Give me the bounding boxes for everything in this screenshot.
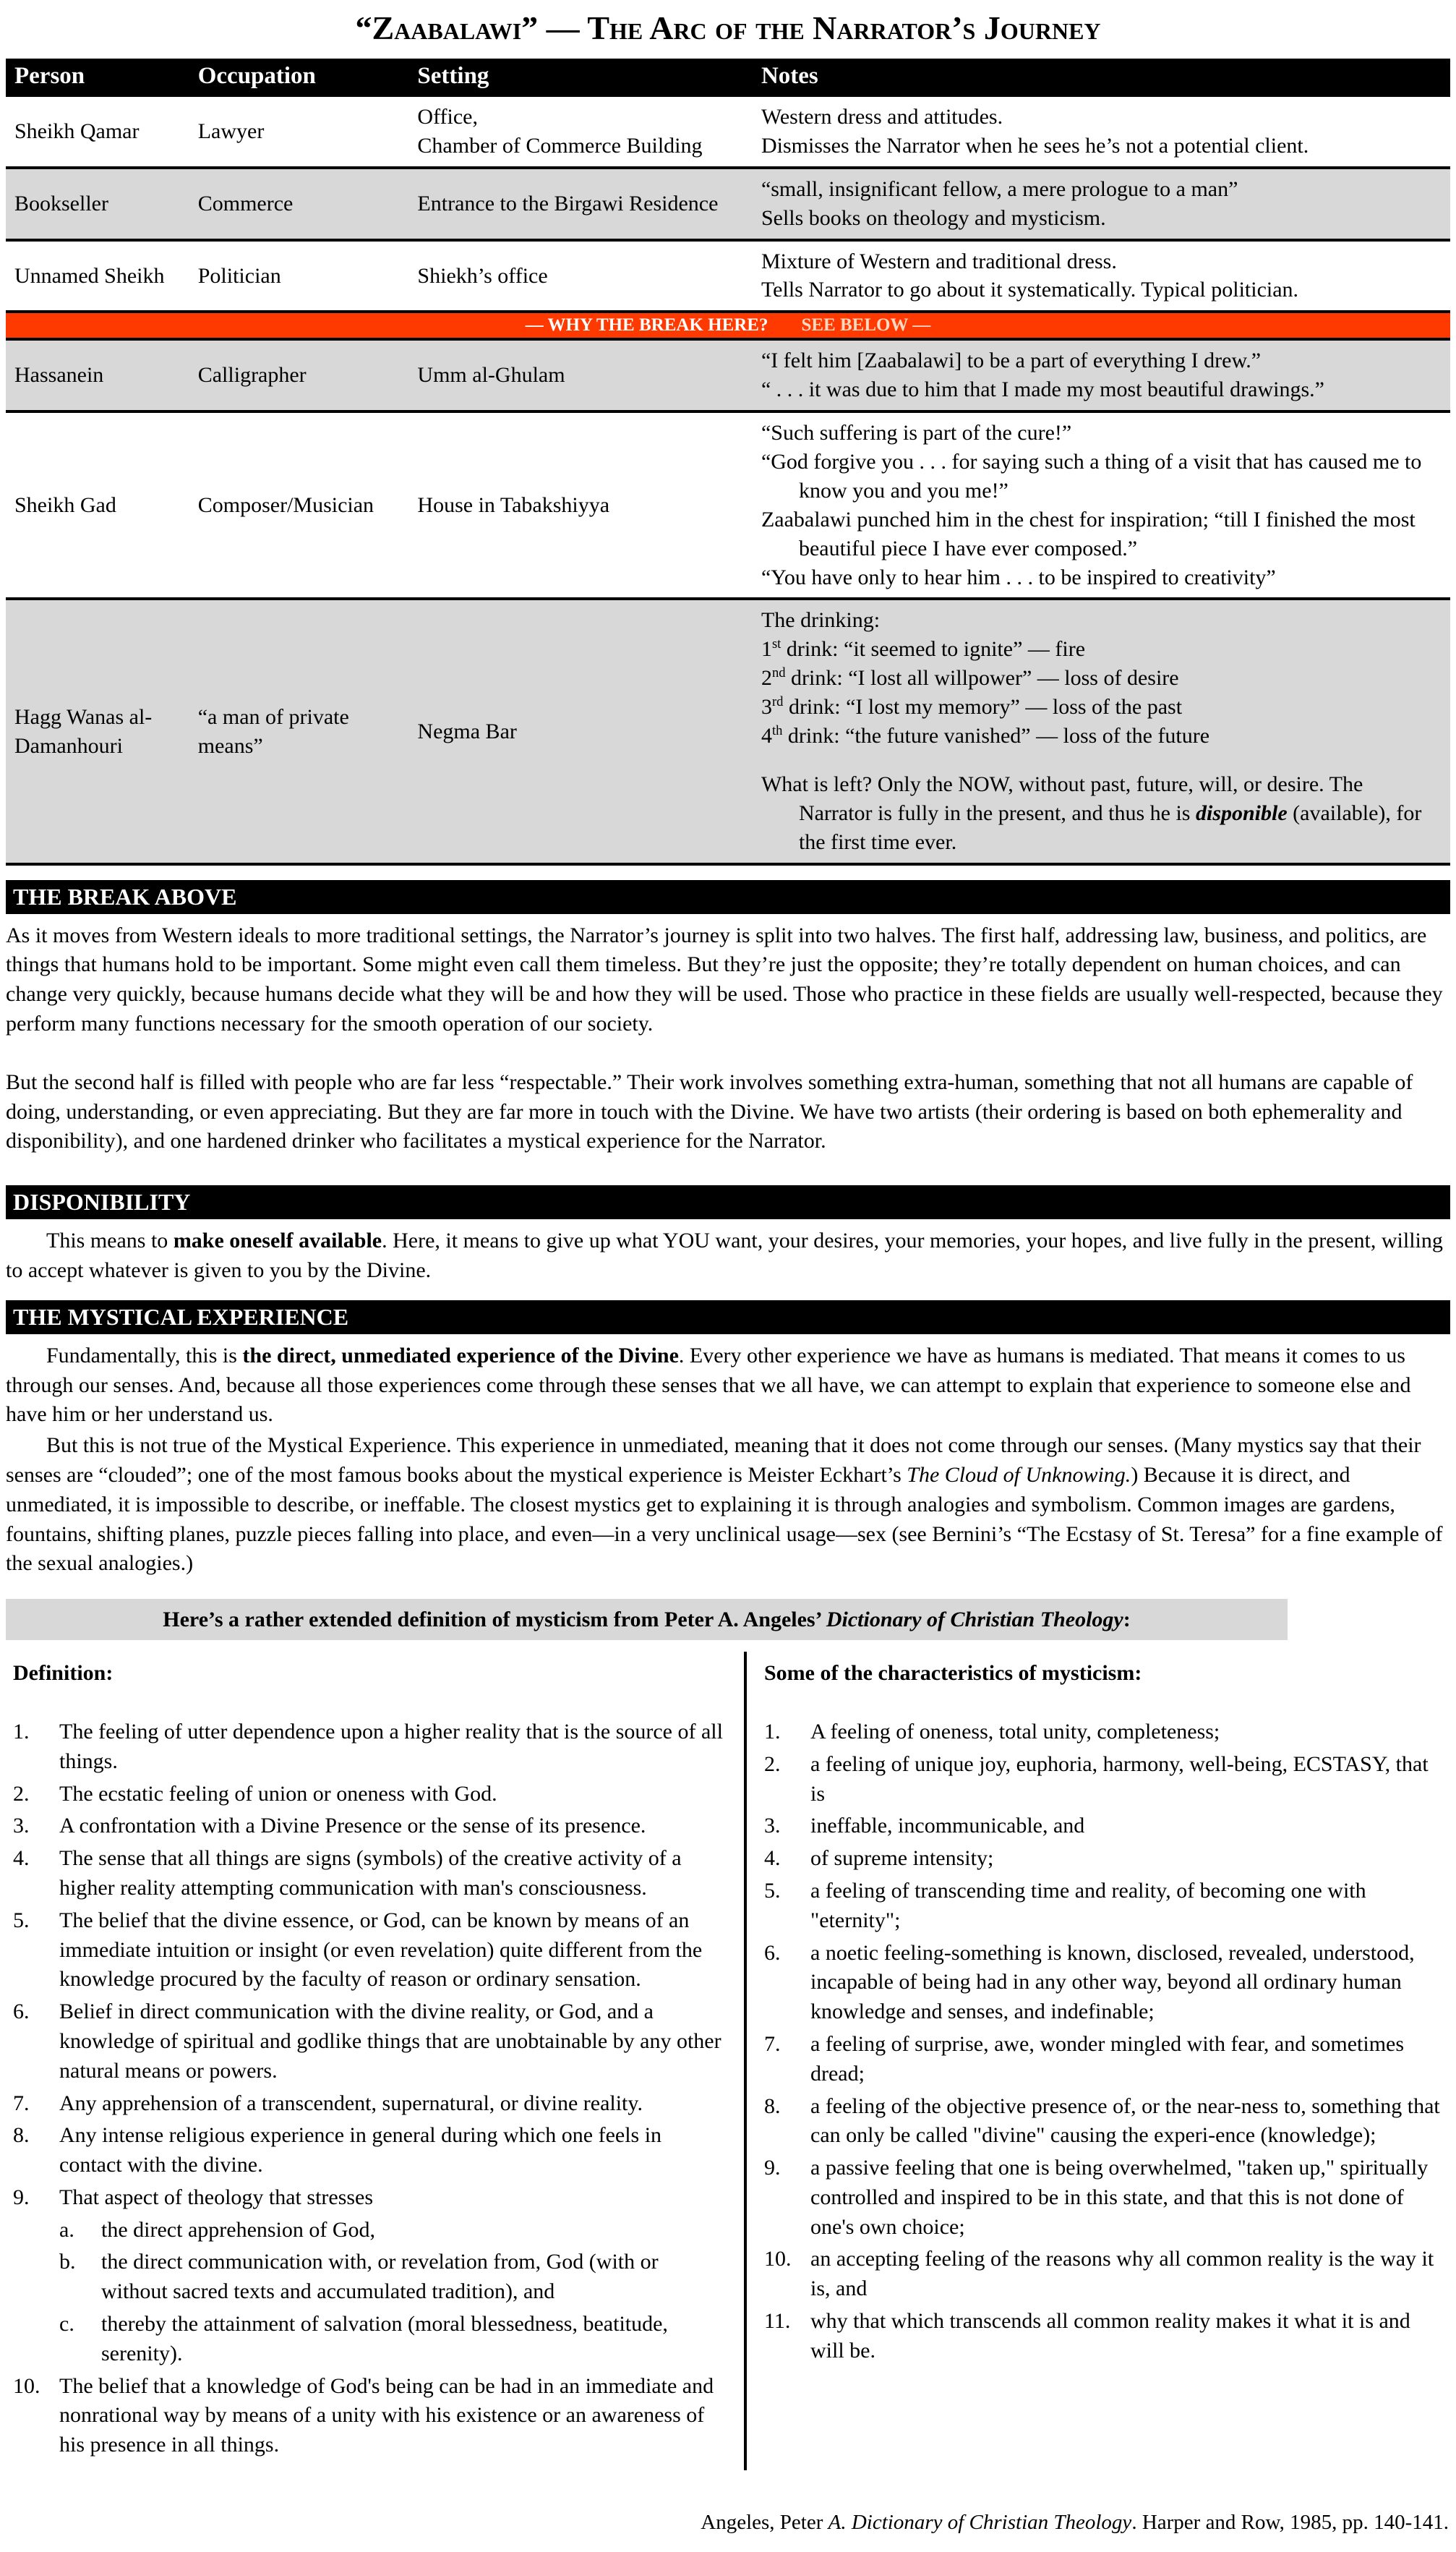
paragraph: But the second half is filled with people who are far less “respectable.” Their work involves something extra-human, something that not all humans are capable of doing, understanding, or even appreciating. But they are far more in touch with the Divine. We have two artists (their ordering is based on both ephemerality and disponibility), and one hardened drinker who facilitates a mystical experience for the Narrator. bbox=[6, 1070, 1413, 1153]
list-number: 7. bbox=[13, 2091, 30, 2115]
notes-cell bbox=[753, 339, 1450, 411]
list-item bbox=[13, 2372, 729, 2460]
table-row bbox=[6, 339, 1450, 411]
setting-cell bbox=[408, 95, 753, 168]
list-item-text: a feeling of surprise, awe, wonder mingled with fear, and sometimes dread; bbox=[810, 2031, 1405, 2086]
list-item bbox=[764, 1844, 1447, 1874]
person-cell: Unnamed Sheikh bbox=[6, 240, 189, 312]
list-item bbox=[764, 2092, 1447, 2151]
list-item bbox=[764, 2030, 1447, 2089]
list-item-text: of supreme intensity; bbox=[810, 1846, 994, 1871]
sub-list-label: a. bbox=[59, 2217, 74, 2242]
list-item bbox=[13, 1997, 729, 2086]
note-line: 3rd drink: “I lost my memory” — loss of the past bbox=[761, 694, 1183, 720]
list-item-text: an accepting feeling of the reasons why all common reality is the way it is, and bbox=[810, 2247, 1434, 2301]
list-number: 2. bbox=[764, 1751, 781, 1776]
column-header: Occupation bbox=[189, 59, 409, 95]
sub-list-item bbox=[59, 2248, 729, 2307]
list-number: 4. bbox=[13, 1846, 30, 1871]
occupation-cell: “a man of private means” bbox=[189, 599, 409, 863]
list-number: 1. bbox=[764, 1719, 781, 1744]
list-item-text: The belief that a knowledge of God's being can be had in an immediate and nonrational way by means of a unity with his existence or an awareness of his presence in all things. bbox=[59, 2373, 714, 2457]
list-item-text: The sense that all things are signs (symbols) of the creative activity of a higher reality attempting communication with man's consciousness. bbox=[59, 1846, 682, 1900]
list-number: 1. bbox=[13, 1719, 30, 1744]
notes-cell bbox=[753, 599, 1450, 863]
sub-list-text: the direct apprehension of God, bbox=[101, 2217, 376, 2242]
notes-cell bbox=[753, 411, 1450, 599]
list-number: 3. bbox=[13, 1814, 30, 1838]
sub-list-item bbox=[59, 2310, 729, 2369]
sections bbox=[6, 880, 1450, 1579]
table-header-row bbox=[6, 59, 1450, 95]
paragraph: This means to make oneself available. Here, it means to give up what YOU want, your desires, your memories, your hopes, and live fully in the present, willing to accept whatever is given to you by the Divine. bbox=[6, 1229, 1443, 1282]
table-row bbox=[6, 240, 1450, 312]
section-header: THE BREAK ABOVE bbox=[6, 880, 1450, 914]
person-cell: Hagg Wanas al-Damanhouri bbox=[6, 599, 189, 863]
list-item bbox=[764, 2154, 1447, 2242]
setting-line: House in Tabakshiyya bbox=[417, 492, 610, 517]
text-segment: A. Dictionary of Christian Theology bbox=[828, 2511, 1132, 2535]
setting-cell bbox=[408, 599, 753, 863]
occupation-cell: Calligrapher bbox=[189, 339, 409, 411]
note-line: Tells Narrator to go about it systematically. Typical politician. bbox=[761, 278, 1299, 302]
setting-cell bbox=[408, 411, 753, 599]
setting-line: Chamber of Commerce Building bbox=[417, 133, 703, 158]
note-line: What is left? Only the NOW, without past, future, will, or desire. The Narrator is fully in the present, and thus he is disponible (available), for the first time ever. bbox=[761, 772, 1422, 854]
table-row bbox=[6, 95, 1450, 168]
list-item-text: Belief in direct communication with the divine reality, or God, and a knowledge of spiritual and godlike things that are unobtainable by any other natural means or powers. bbox=[59, 2000, 721, 2083]
list-item-text: The feeling of utter dependence upon a higher reality that is the source of all things. bbox=[59, 1719, 723, 1773]
note-line: “I felt him [Zaabalawi] to be a part of everything I drew.” bbox=[761, 349, 1262, 373]
list-number: 4. bbox=[764, 1846, 781, 1871]
list-item-text: a passive feeling that one is being overwhelmed, "taken up," spiritually controlled and inspired to be in this state, and that this is not done of one's own choice; bbox=[810, 2156, 1429, 2239]
superscript: nd bbox=[771, 665, 786, 681]
list-item bbox=[13, 1906, 729, 1994]
setting-line: Umm al-Ghulam bbox=[417, 363, 565, 388]
list-item-text: Any apprehension of a transcendent, supernatural, or divine reality. bbox=[59, 2091, 643, 2115]
notes-cell bbox=[753, 168, 1450, 240]
list-item bbox=[764, 1939, 1447, 2027]
definition-heading: Definition: bbox=[13, 1661, 114, 1686]
list-item-text: Any intense religious experience in general during which one feels in contact with the divine. bbox=[59, 2123, 662, 2177]
list-number: 2. bbox=[13, 1781, 30, 1806]
list-item bbox=[764, 1750, 1447, 1809]
setting-cell bbox=[408, 168, 753, 240]
person-cell: Sheikh Gad bbox=[6, 411, 189, 599]
list-item bbox=[13, 1811, 729, 1841]
list-item-text: A confrontation with a Divine Presence or the sense of its presence. bbox=[59, 1814, 646, 1838]
table-body bbox=[6, 95, 1450, 864]
text-segment: Dictionary of Christian Theology bbox=[826, 1608, 1123, 1632]
table-row bbox=[6, 411, 1450, 599]
break-banner-row bbox=[6, 312, 1450, 339]
list-number: 10. bbox=[764, 2247, 792, 2271]
superscript: st bbox=[771, 636, 781, 652]
note-line: “small, insignificant fellow, a mere prologue to a man” bbox=[761, 176, 1238, 201]
list-item-text: why that which transcends all common reality makes it what it is and will be. bbox=[810, 2309, 1410, 2363]
note-line: Mixture of Western and traditional dress. bbox=[761, 249, 1117, 273]
characteristics-column bbox=[747, 1652, 1450, 2470]
notes-cell bbox=[753, 95, 1450, 168]
definition-columns bbox=[6, 1652, 1450, 2470]
person-cell: Sheikh Qamar bbox=[6, 95, 189, 168]
list-item-text: a feeling of transcending time and reality, of becoming one with "eternity"; bbox=[810, 1878, 1366, 1932]
superscript: rd bbox=[771, 694, 784, 710]
paragraph: As it moves from Western ideals to more traditional settings, the Narrator’s journey is split into two halves. The first half, addressing law, business, and politics, are things that humans hold to be important. Some might even call them timeless. But they’re just the opposite; they’re totally dependent on human choices, and can change very quickly, because humans decide what they will be and how they will be used. Those who practice in these fields are usually well-respected, because they perform many functions necessary for the smooth operation of our society. bbox=[6, 923, 1443, 1036]
page-title: “Zaabalawi” — The Arc of the Narrator’s Journey bbox=[355, 9, 1101, 46]
superscript: th bbox=[771, 723, 783, 739]
break-banner bbox=[6, 312, 1450, 339]
list-item bbox=[764, 1717, 1447, 1747]
list-item bbox=[13, 1717, 729, 1777]
paragraph: But this is not true of the Mystical Experience. This experience in unmediated, meaning that it does not come through our senses. (Many mystics say that their senses are “clouded”; one of the most famous books about the mystical experience is Meister Eckhart’s The Cloud of Unknowing.) Because it is direct, and unmediated, it is impossible to describe, or ineffable. The closest mystics get to explaining it is through analogies and symbolism. Common images are gardens, fountains, shifting planes, puzzle pieces falling into place, and even—in a very unclinical usage—sex (see Bernini’s “The Ecstasy of St. Teresa” for a fine example of the sexual analogies.) bbox=[6, 1433, 1443, 1576]
column-header: Setting bbox=[408, 59, 753, 95]
note-line: “ . . . it was due to him that I made my most beautiful drawings.” bbox=[761, 377, 1324, 402]
table-row bbox=[6, 599, 1450, 863]
section-header: DISPONIBILITY bbox=[6, 1185, 1450, 1219]
note-line: “Such suffering is part of the cure!” bbox=[761, 421, 1072, 445]
list-number: 5. bbox=[13, 1908, 30, 1932]
break-banner-question: — WHY THE BREAK HERE? bbox=[525, 315, 768, 336]
setting-line: Shiekh’s office bbox=[417, 263, 548, 288]
list-number: 6. bbox=[13, 2000, 30, 2024]
paragraph: Fundamentally, this is the direct, unmediated experience of the Divine. Every other experience we have as humans is mediated. That means it comes to us through our senses. And, because all those experiences come through these senses that we all have, we can attempt to explain that experience to someone else and have him or her understand us. bbox=[6, 1343, 1411, 1427]
list-item-text: ineffable, incommunicable, and bbox=[810, 1814, 1085, 1838]
column-header: Person bbox=[6, 59, 189, 95]
section-header: THE MYSTICAL EXPERIENCE bbox=[6, 1300, 1450, 1334]
text-segment: the direct, unmediated experience of the Divine bbox=[242, 1343, 679, 1367]
setting-cell bbox=[408, 339, 753, 411]
list-number: 9. bbox=[764, 2156, 781, 2180]
list-item bbox=[764, 1811, 1447, 1841]
list-number: 9. bbox=[13, 2185, 30, 2209]
list-item bbox=[13, 1844, 729, 1903]
occupation-cell: Politician bbox=[189, 240, 409, 312]
list-item-text: The ecstatic feeling of union or oneness with God. bbox=[59, 1781, 497, 1806]
setting-line: Office, bbox=[417, 105, 478, 129]
table-row bbox=[6, 168, 1450, 240]
list-number: 8. bbox=[13, 2123, 30, 2148]
list-number: 8. bbox=[764, 2094, 781, 2118]
character-table bbox=[6, 59, 1450, 866]
characteristics-heading: Some of the characteristics of mysticism: bbox=[764, 1661, 1142, 1686]
setting-cell bbox=[408, 240, 753, 312]
note-line bbox=[761, 751, 1442, 770]
list-number: 3. bbox=[764, 1814, 781, 1838]
definition-banner: Here’s a rather extended definition of mysticism from Peter A. Angeles’ Dictionary of Christian Theology: bbox=[6, 1599, 1288, 1640]
list-item-text: A feeling of oneness, total unity, completeness; bbox=[810, 1719, 1220, 1744]
list-number: 5. bbox=[764, 1878, 781, 1903]
break-banner-see-below: SEE BELOW — bbox=[801, 315, 931, 336]
text-segment: disponible bbox=[1195, 801, 1288, 825]
list-item bbox=[764, 2307, 1447, 2366]
note-line: Sells books on theology and mysticism. bbox=[761, 205, 1106, 230]
list-number: 11. bbox=[764, 2309, 791, 2334]
definition-column bbox=[6, 1652, 747, 2470]
list-item-text: a noetic feeling-something is known, disclosed, revealed, understood, incapable of being had in any other way, beyond all ordinary human knowledge and senses, and indefinable; bbox=[810, 1940, 1415, 2024]
list-item bbox=[764, 1877, 1447, 1936]
sub-list-text: the direct communication with, or revelation from, God (with or without sacred texts and accumulated tradition), and bbox=[101, 2250, 659, 2304]
sub-list-item bbox=[59, 2216, 729, 2245]
text-segment: make oneself available bbox=[173, 1229, 382, 1253]
citation: Angeles, Peter A. Dictionary of Christian Theology. Harper and Row, 1985, pp. 140-141. bbox=[701, 2511, 1449, 2535]
list-item bbox=[13, 2121, 729, 2180]
note-line: Dismisses the Narrator when he sees he’s not a potential client. bbox=[761, 133, 1309, 158]
occupation-cell: Composer/Musician bbox=[189, 411, 409, 599]
text-segment: The Cloud of Unknowing. bbox=[907, 1462, 1131, 1487]
notes-cell bbox=[753, 240, 1450, 312]
note-line: The drinking: bbox=[761, 608, 881, 633]
list-number: 6. bbox=[764, 1940, 781, 1965]
occupation-cell: Commerce bbox=[189, 168, 409, 240]
sub-list-label: b. bbox=[59, 2250, 76, 2274]
sub-list-text: thereby the attainment of salvation (moral blessedness, beatitude, serenity). bbox=[101, 2312, 668, 2365]
list-number: 7. bbox=[764, 2031, 781, 2056]
occupation-cell: Lawyer bbox=[189, 95, 409, 168]
setting-line: Entrance to the Birgawi Residence bbox=[417, 191, 719, 215]
note-line: “God forgive you . . . for saying such a thing of a visit that has caused me to know you and you me!” bbox=[761, 450, 1422, 503]
person-cell: Hassanein bbox=[6, 339, 189, 411]
note-line: Western dress and attitudes. bbox=[761, 105, 1003, 129]
note-line: Zaabalawi punched him in the chest for inspiration; “till I finished the most beautiful piece I have ever composed.” bbox=[761, 507, 1416, 560]
note-line: 4th drink: “the future vanished” — loss of the future bbox=[761, 723, 1210, 748]
note-line: “You have only to hear him . . . to be inspired to creativity” bbox=[761, 565, 1276, 589]
note-line: 2nd drink: “I lost all willpower” — loss of desire bbox=[761, 665, 1179, 691]
setting-line: Negma Bar bbox=[417, 719, 517, 743]
list-item bbox=[13, 2183, 729, 2213]
table-header-row bbox=[6, 59, 1450, 95]
list-item-text: The belief that the divine essence, or God, can be known by means of an immediate intuition or insight (or even revelation) quite different from the knowledge procured by the faculty of reason or ordinary sensation. bbox=[59, 1908, 703, 1992]
list-item bbox=[13, 1780, 729, 1809]
person-cell: Bookseller bbox=[6, 168, 189, 240]
list-item bbox=[13, 2089, 729, 2119]
list-number: 10. bbox=[13, 2373, 40, 2398]
list-item bbox=[764, 2245, 1447, 2304]
list-item-text: That aspect of theology that stresses bbox=[59, 2185, 374, 2209]
column-header: Notes bbox=[753, 59, 1450, 95]
sub-list-label: c. bbox=[59, 2312, 74, 2337]
list-item-text: a feeling of the objective presence of, or the near-ness to, something that can only be called "divine" causing the experi-ence (knowledge); bbox=[810, 2094, 1440, 2148]
note-line: 1st drink: “it seemed to ignite” — fire bbox=[761, 636, 1086, 662]
list-item-text: a feeling of unique joy, euphoria, harmony, well-being, ECSTASY, that is bbox=[810, 1751, 1429, 1806]
